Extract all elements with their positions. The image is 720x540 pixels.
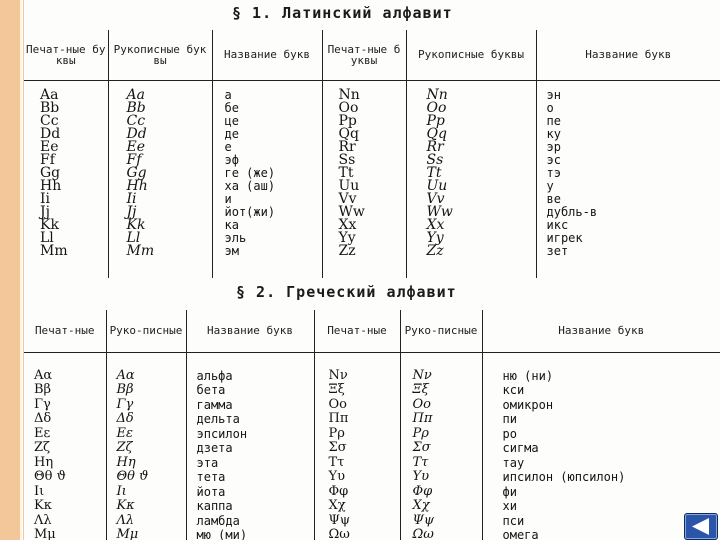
- latin-handwritten-right-column: [406, 80, 536, 278]
- latin-handwritten-letter: Yy: [426, 229, 444, 246]
- greek-handwritten-letter: Ωω: [412, 527, 434, 540]
- greek-handwritten-letter: Χχ: [412, 498, 430, 513]
- latin-printed-letter: Oo: [338, 99, 359, 116]
- greek-printed-letter: Αα: [34, 367, 53, 383]
- greek-letter-name: каппа: [196, 499, 233, 513]
- greek-printed-letter: Δδ: [34, 411, 52, 426]
- greek-letter-name: ипсилон (юпсилон): [502, 470, 626, 484]
- greek-handwritten-letter: Γγ: [116, 396, 134, 412]
- greek-handwritten-right-column: [400, 352, 482, 540]
- latin-handwritten-letter: Aa: [126, 86, 145, 103]
- greek-letter-name: гамма: [196, 397, 233, 412]
- greek-letter-name: альфа: [196, 368, 233, 383]
- greek-letter-name: тета: [196, 470, 226, 484]
- latin-letter-name: пе: [546, 113, 561, 128]
- greek-printed-right-column: [314, 352, 400, 540]
- latin-letter-name: бе: [224, 100, 239, 115]
- section-1-title: § 1. Латинский алфавит: [232, 4, 453, 22]
- latin-letter-name: эр: [546, 139, 561, 154]
- latin-alphabet-table: [24, 30, 720, 278]
- greek-letter-name: мю (ми): [196, 528, 248, 540]
- latin-letter-name: ге (же): [224, 165, 276, 180]
- latin-handwritten-letter: Hh: [126, 177, 148, 194]
- latin-printed-letter: Ww: [338, 203, 365, 220]
- greek-header-printed-left: Печат-ные: [24, 310, 106, 352]
- latin-letter-name: эф: [224, 152, 239, 167]
- latin-printed-left-column: [24, 80, 108, 278]
- greek-handwritten-letter: Ηη: [116, 454, 136, 470]
- latin-printed-letter: Ll: [40, 229, 54, 246]
- greek-printed-left-column: [24, 352, 106, 540]
- latin-printed-letter: Aa: [40, 86, 59, 103]
- greek-handwritten-letter: Ττ: [412, 454, 429, 470]
- back-navigation-button[interactable]: [684, 513, 718, 540]
- greek-printed-letter: Ππ: [328, 411, 349, 426]
- latin-handwritten-letter: Ww: [426, 203, 453, 220]
- latin-printed-letter: Gg: [40, 164, 61, 181]
- latin-handwritten-letter: Ss: [426, 151, 444, 168]
- latin-handwritten-letter: Pp: [426, 112, 445, 129]
- latin-header-printed-left: Печат-ные буквы: [24, 30, 108, 80]
- latin-letter-name: у: [546, 178, 554, 193]
- greek-handwritten-letter: Λλ: [116, 512, 135, 528]
- latin-printed-letter: Pp: [338, 112, 357, 129]
- section-2-title: § 2. Греческий алфавит: [236, 283, 457, 301]
- latin-printed-letter: Ii: [40, 190, 51, 207]
- greek-handwritten-letter: Ξξ: [412, 382, 429, 397]
- latin-letter-name: эм: [224, 243, 239, 258]
- latin-printed-letter: Ss: [338, 151, 356, 168]
- latin-handwritten-letter: Oo: [426, 99, 447, 116]
- latin-handwritten-letter: Bb: [126, 99, 146, 116]
- greek-letter-name: йота: [196, 484, 226, 499]
- latin-printed-letter: Tt: [338, 164, 354, 181]
- greek-handwritten-letter: Οο: [412, 396, 431, 412]
- greek-header-handwritten-left: Руко-писные: [106, 310, 186, 352]
- latin-header-handwritten-left: Рукописные буквы: [108, 30, 212, 80]
- greek-letter-name: ро: [502, 426, 517, 441]
- greek-printed-letter: Νν: [328, 367, 348, 383]
- latin-printed-letter: Dd: [40, 125, 61, 142]
- latin-header-handwritten-right: Рукописные буквы: [406, 30, 536, 80]
- greek-handwritten-letter: Νν: [412, 367, 432, 383]
- latin-handwritten-letter: Jj: [126, 203, 137, 220]
- greek-name-left-column: [186, 352, 314, 540]
- greek-handwritten-letter: Ψψ: [412, 512, 435, 528]
- greek-letter-name: ламбда: [196, 513, 240, 528]
- greek-header-handwritten-right: Руко-писные: [400, 310, 482, 352]
- slide-left-accent-bar: [0, 0, 20, 540]
- greek-handwritten-letter: Υυ: [412, 469, 429, 484]
- greek-printed-letter: Οο: [328, 396, 347, 412]
- latin-letter-name: ха (аш): [224, 178, 276, 193]
- greek-printed-letter: Θθ ϑ: [34, 469, 66, 484]
- greek-letter-name: фи: [502, 484, 517, 499]
- greek-handwritten-letter: Ρρ: [412, 425, 429, 441]
- greek-printed-letter: Ζζ: [34, 440, 51, 455]
- greek-handwritten-letter: Σσ: [412, 440, 431, 455]
- back-arrow-icon: [685, 514, 717, 539]
- greek-printed-letter: Ψψ: [328, 512, 351, 528]
- latin-handwritten-letter: Kk: [126, 216, 146, 233]
- latin-letter-name: ку: [546, 126, 561, 141]
- latin-handwritten-letter: Xx: [426, 216, 445, 233]
- latin-letter-name: зет: [546, 243, 569, 258]
- greek-printed-letter: Υυ: [328, 469, 345, 484]
- latin-printed-letter: Xx: [338, 216, 357, 233]
- latin-letter-name: эль: [224, 230, 247, 245]
- latin-header-name-right: Название букв: [536, 30, 720, 80]
- greek-printed-letter: Εε: [34, 425, 51, 441]
- latin-handwritten-letter: Tt: [426, 164, 442, 181]
- latin-handwritten-letter: Ee: [126, 138, 146, 155]
- greek-printed-letter: Σσ: [328, 440, 347, 455]
- greek-printed-letter: Ττ: [328, 454, 345, 470]
- greek-handwritten-letter: Μμ: [116, 527, 139, 540]
- latin-handwritten-letter: Gg: [126, 164, 147, 181]
- latin-printed-letter: Zz: [338, 242, 356, 259]
- latin-printed-letter: Ff: [40, 151, 55, 168]
- latin-printed-letter: Hh: [40, 177, 62, 194]
- latin-printed-letter: Mm: [40, 242, 68, 259]
- greek-letter-name: пи: [502, 412, 517, 426]
- latin-letter-name: дубль-в: [546, 204, 598, 219]
- greek-letter-name: хи: [502, 499, 517, 513]
- greek-name-right-column: [482, 352, 720, 540]
- greek-handwritten-letter: Κκ: [116, 498, 135, 513]
- latin-handwritten-letter: Ii: [126, 190, 137, 207]
- latin-handwritten-letter: Ff: [126, 151, 142, 168]
- scanned-page: [24, 0, 720, 540]
- latin-printed-letter: Cc: [40, 112, 59, 129]
- greek-printed-letter: Χχ: [328, 498, 346, 513]
- latin-printed-right-column: [322, 80, 406, 278]
- greek-handwritten-letter: Δδ: [116, 411, 134, 426]
- greek-letter-name: ню (ни): [502, 368, 554, 383]
- latin-letter-name: е: [224, 139, 232, 154]
- greek-letter-name: бета: [196, 383, 226, 397]
- greek-printed-letter: Φφ: [328, 483, 349, 499]
- latin-letter-name: икс: [546, 217, 569, 232]
- greek-handwritten-letter: Φφ: [412, 483, 433, 499]
- latin-letter-name: эн: [546, 87, 561, 102]
- latin-handwritten-letter: Qq: [426, 125, 447, 142]
- greek-letter-name: дзета: [196, 441, 233, 455]
- greek-printed-letter: Μμ: [34, 527, 56, 540]
- latin-handwritten-letter: Rr: [426, 138, 444, 155]
- latin-header-printed-right: Печат-ные буквы: [322, 30, 406, 80]
- greek-letter-name: кси: [502, 383, 525, 397]
- greek-header-name-left: Название букв: [186, 310, 314, 352]
- greek-handwritten-letter: Εε: [116, 425, 133, 441]
- latin-printed-letter: Yy: [338, 229, 356, 246]
- latin-letter-name: ве: [546, 191, 561, 206]
- greek-handwritten-letter: Ββ: [116, 382, 134, 397]
- latin-letter-name: це: [224, 113, 239, 128]
- greek-letter-name: эпсилон: [196, 426, 248, 441]
- greek-printed-letter: Λλ: [34, 512, 52, 528]
- greek-letter-name: омикрон: [502, 397, 554, 412]
- latin-printed-letter: Nn: [338, 86, 360, 103]
- greek-letter-name: эта: [196, 455, 219, 470]
- latin-letter-name: о: [546, 100, 554, 115]
- greek-handwritten-letter: Ππ: [412, 411, 433, 426]
- latin-letter-name: ка: [224, 217, 239, 232]
- latin-printed-letter: Bb: [40, 99, 60, 116]
- greek-handwritten-letter: Ιι: [116, 483, 127, 499]
- slide-accent-divider: [20, 0, 22, 540]
- greek-header-name-right: Название букв: [482, 310, 720, 352]
- latin-handwritten-letter: Cc: [126, 112, 146, 129]
- latin-letter-name: игрек: [546, 230, 583, 245]
- greek-alphabet-table: [24, 310, 720, 540]
- greek-letter-name: омега: [502, 528, 539, 540]
- latin-printed-letter: Kk: [40, 216, 59, 233]
- latin-printed-letter: Uu: [338, 177, 360, 194]
- latin-handwritten-letter: Uu: [426, 177, 448, 194]
- greek-printed-letter: Ββ: [34, 382, 52, 397]
- greek-handwritten-letter: Θθ ϑ: [116, 469, 149, 484]
- greek-printed-letter: Ξξ: [328, 382, 345, 397]
- greek-letter-name: дельта: [196, 412, 240, 426]
- latin-printed-letter: Ee: [40, 138, 59, 155]
- greek-handwritten-letter: Αα: [116, 367, 135, 383]
- latin-printed-letter: Rr: [338, 138, 356, 155]
- latin-handwritten-letter: Nn: [426, 86, 448, 103]
- greek-handwritten-letter: Ζζ: [116, 440, 133, 455]
- latin-letter-name: и: [224, 191, 232, 206]
- latin-handwritten-left-column: [108, 80, 212, 278]
- latin-header-name-left: Название букв: [212, 30, 322, 80]
- greek-header-printed-right: Печат-ные: [314, 310, 400, 352]
- latin-letter-name: де: [224, 126, 239, 141]
- greek-printed-letter: Ηη: [34, 454, 54, 470]
- greek-letter-name: сигма: [502, 441, 539, 455]
- latin-handwritten-letter: Dd: [126, 125, 147, 142]
- latin-letter-name: тэ: [546, 165, 561, 180]
- latin-letter-name: йот(жи): [224, 204, 276, 219]
- latin-letter-name: а: [224, 87, 232, 102]
- latin-name-right-column: [536, 80, 720, 278]
- latin-printed-letter: Jj: [40, 203, 50, 220]
- greek-letter-name: пси: [502, 513, 525, 528]
- greek-printed-letter: Ρρ: [328, 425, 345, 441]
- latin-handwritten-letter: Ll: [126, 229, 141, 246]
- latin-name-left-column: [212, 80, 322, 278]
- greek-printed-letter: Ιι: [34, 483, 45, 499]
- latin-handwritten-letter: Zz: [426, 242, 444, 259]
- latin-handwritten-letter: Vv: [426, 190, 445, 207]
- greek-printed-letter: Γγ: [34, 396, 51, 412]
- latin-printed-letter: Qq: [338, 125, 359, 142]
- greek-letter-name: тау: [502, 455, 525, 470]
- latin-handwritten-letter: Mm: [126, 242, 155, 259]
- greek-handwritten-left-column: [106, 352, 186, 540]
- latin-printed-letter: Vv: [338, 190, 357, 207]
- greek-printed-letter: Κκ: [34, 498, 52, 513]
- greek-printed-letter: Ωω: [328, 527, 350, 540]
- latin-letter-name: эс: [546, 152, 561, 167]
